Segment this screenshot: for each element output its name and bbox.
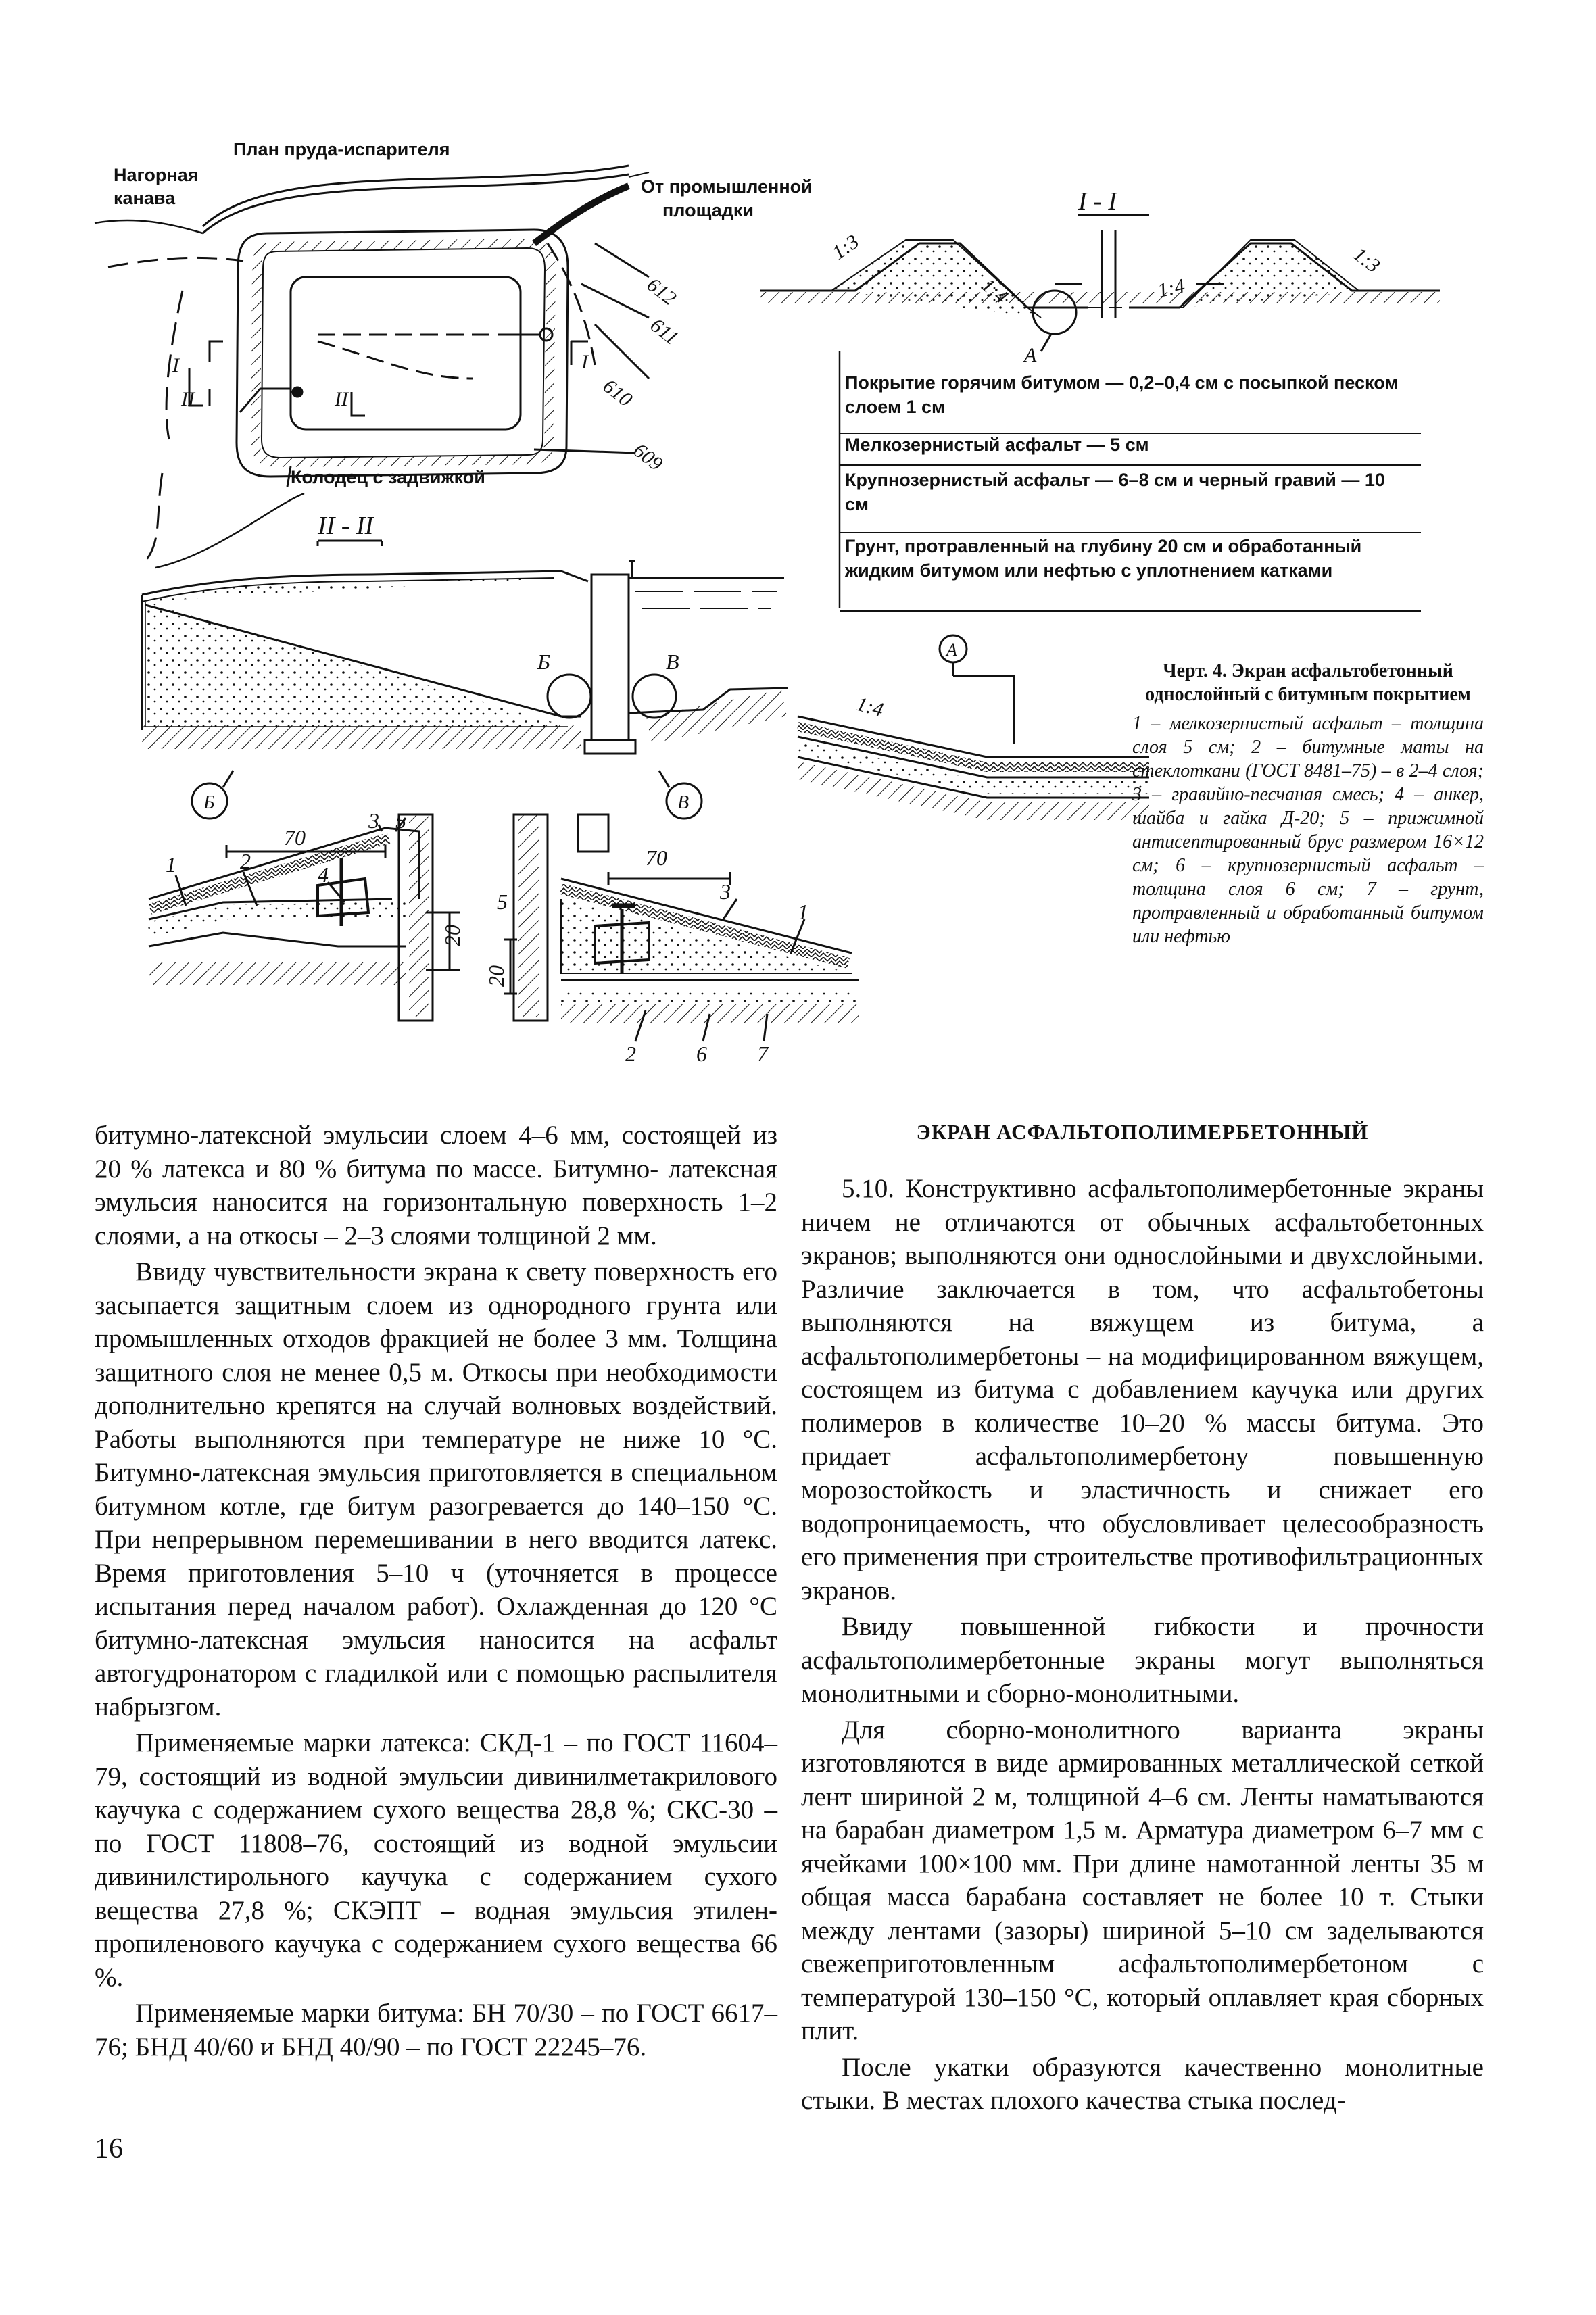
num-5-left: 5 xyxy=(395,808,406,833)
num-1-right: 1 xyxy=(798,900,808,924)
callout-A: А xyxy=(1024,344,1037,366)
layer-3: Крупнозернистый асфальт — 6–8 см и черный гравий — 10 см xyxy=(845,470,1385,515)
slope-1-3-right: 1:3 xyxy=(1349,243,1384,278)
caption-body: 1 – мелкозернистый асфальт – толщина слоя 5 см; 2 – битумные маты на стеклоткани (ГОСТ 8481–75) – в 2–4 слоя; 3 – гравийно-песчаная смесь; 4 – анкер, шайба и гайка Д-20; 5 – прижимной антисептированный брус размером 16×12 см; 6 – крупнозернистый асфальт – толщина слоя 6 см; 7 – грунт, протравленный и обработанный битумом или нефтью xyxy=(1132,713,1484,947)
dim-70-right: 70 xyxy=(646,846,667,870)
dim-20-right: 20 xyxy=(484,965,508,987)
dim-70-left: 70 xyxy=(284,825,306,850)
left-paragraph-3: Применяемые марки латекса: СКД-1 – по ГОСТ 11604–79, состоящий из водной эмульсии дивинилметакрилового каучука с содержанием сухого вещества 28,8 %; СКС-30 – по ГОСТ 11808–76, состоящий из водной эмульсии дивинилстирольного каучука с содержанием сухого вещества 27,8 %; СКЭПТ – водная эмульсия этилен-пропиленового каучука с содержанием сухого вещества 66 %. xyxy=(95,1728,777,1992)
left-paragraph-1: битумно-латексной эмульсии слоем 4–6 мм, состоящей из 20 % латекса и 80 % битума по массе. Битумно- латексная эмульсия наносится на горизонтальную поверхность 1–2 слоями, а на откосы – 2–3 слоями толщиной 2 мм. xyxy=(95,1121,777,1250)
section-II-title: II - II xyxy=(318,512,374,540)
num-2-left: 2 xyxy=(240,849,251,873)
plan-from-site-1: От промышленной xyxy=(641,176,813,197)
num-2-right: 2 xyxy=(625,1042,636,1066)
slope-1-4-right: 1:4 xyxy=(1155,274,1187,302)
left-paragraph-4: Применяемые марки битума: БН 70/30 – по ГОСТ 6617–76; БНД 40/60 и БНД 40/90 – по ГОСТ 22245–76. xyxy=(95,1999,777,2062)
caption-title: Черт. 4. Экран асфальтобетонный однослойный с битумным покрытием xyxy=(1145,660,1471,705)
section-heading: ЭКРАН АСФАЛЬТОПОЛИМЕРБЕТОННЫЙ xyxy=(916,1120,1369,1144)
section-I-drawing xyxy=(760,215,1440,351)
num-5-right: 5 xyxy=(497,890,508,914)
slope-1-4-left: 1:4 xyxy=(977,274,1013,309)
plan-ditch-2: канава xyxy=(114,188,176,208)
right-paragraph-4: После укатки образуются качественно монолитные стыки. В местах плохого качества стыка послед- xyxy=(801,2052,1484,2116)
svg-text:612: 612 xyxy=(642,273,681,310)
svg-text:610: 610 xyxy=(598,374,637,412)
layer-2: Мелкозернистый асфальт — 5 см xyxy=(845,435,1149,455)
layer-1: Покрытие горячим битумом — 0,2–0,4 см с посыпкой песком слоем 1 см xyxy=(845,372,1399,418)
right-paragraph-2: Ввиду повышенной гибкости и прочности асфальтополимербетонные экраны могут выполняться монолитными и сборно-монолитными. xyxy=(801,1612,1484,1709)
callout-A-circle: А xyxy=(946,640,957,660)
svg-text:I: I xyxy=(172,354,179,376)
svg-text:609: 609 xyxy=(629,439,667,476)
left-paragraph-2: Ввиду чувствительности экрана к свету поверхность его засыпается защитным слоем из однородного грунта или промышленных отходов фракцией не более 3 мм. Толщина защитного слоя не менее 0,5 м. Откосы при необходимости дополнительно крепятся на случай волновых воздействий. Работы выполняются при температуре не ниже 10 °С. Битумно-латексная эмульсия приготовляется в специальном битумном котле, где битум разогревается до 140–150 °С. При непрерывном перемешивании в него вводится латекс. Время приготовления 5–10 ч (уточняется в процессе испытания перед началом работ). Охлажденная до 120 °С битумно-латексная эмульсия наносится на асфальт автогудронатором с гладилкой или с помощью распылителя набрызгом. xyxy=(95,1257,777,1722)
detail-A-drawing xyxy=(798,635,1149,811)
right-paragraph-3: Для сборно-монолитного варианта экраны изготовляются в виде армированных металлической сеткой лент шириной 2 м, толщиной 4–6 см. Ленты наматываются на барабан диаметром 1,5 м. Арматура диаметром 6–7 мм с ячейками 100×100 мм. При длине намотанной ленты 35 м общая масса барабана составляет не более 10 т. Стыки между лентами (зазоры) шириной 5–10 см заделываются свежеприготовленным асфальтополимербетоном с температурой 130–150 °С, который оплавляет края сборных плит. xyxy=(801,1715,1484,2046)
plan-ditch-1: Нагорная xyxy=(114,165,199,185)
num-7-right: 7 xyxy=(757,1042,768,1066)
svg-text:611: 611 xyxy=(646,314,683,349)
svg-text:II: II xyxy=(181,388,195,410)
right-column xyxy=(801,1119,1484,2118)
num-1-left: 1 xyxy=(166,852,176,877)
slope-1-3-left: 1:3 xyxy=(828,230,863,264)
figure-caption xyxy=(1132,659,1484,948)
detail-V-drawing xyxy=(504,814,859,1041)
callout-B-circle: Б xyxy=(203,792,215,813)
callout-V: В xyxy=(666,650,679,674)
plan-from-site-2: площадки xyxy=(662,200,754,220)
svg-text:II: II xyxy=(335,388,348,410)
slope-1-4-detail: 1:4 xyxy=(854,692,886,722)
num-3-left: 3 xyxy=(368,808,379,833)
right-paragraph-1: 5.10. Конструктивно асфальтополимербетонные экраны ничем не отличаются от обычных асфальтобетонных экранов; выполняются они однослойными и двухслойными. Различие заключается в том, что асфальтобетоны выполняются на вяжущем из битума, а асфальтополимербетоны – на модифицированном вяжущем, состоящем из битума с добавлением каучука или других полимеров в количестве 10–20 % массы битума. Это придает асфальтополимербетону повышенную морозостойкость и эластичность и снижает его водопроницаемость, что обусловливает целесообразность его применения при строительстве противофильтрационных экранов. xyxy=(801,1174,1484,1605)
num-3-right: 3 xyxy=(720,879,731,904)
left-column xyxy=(95,1119,777,2064)
callout-B: Б xyxy=(537,650,550,674)
svg-text:I: I xyxy=(581,351,588,373)
num-6-right: 6 xyxy=(696,1042,707,1066)
callout-V-circle: В xyxy=(677,792,690,813)
plan-well: Колодец с задвижкой xyxy=(291,467,485,487)
plan-labels xyxy=(114,139,813,487)
section-II-drawing xyxy=(142,541,788,819)
plan-title: План пруда-испарителя xyxy=(233,139,450,160)
layer-4: Грунт, протравленный на глубину 20 см и обработанный жидким битумом или нефтью с уплотнением катками xyxy=(845,536,1362,581)
page-number: 16 xyxy=(95,2133,123,2164)
num-4-left: 4 xyxy=(318,862,329,887)
section-I-title: I - I xyxy=(1078,187,1117,216)
dim-20-left: 20 xyxy=(440,925,464,946)
